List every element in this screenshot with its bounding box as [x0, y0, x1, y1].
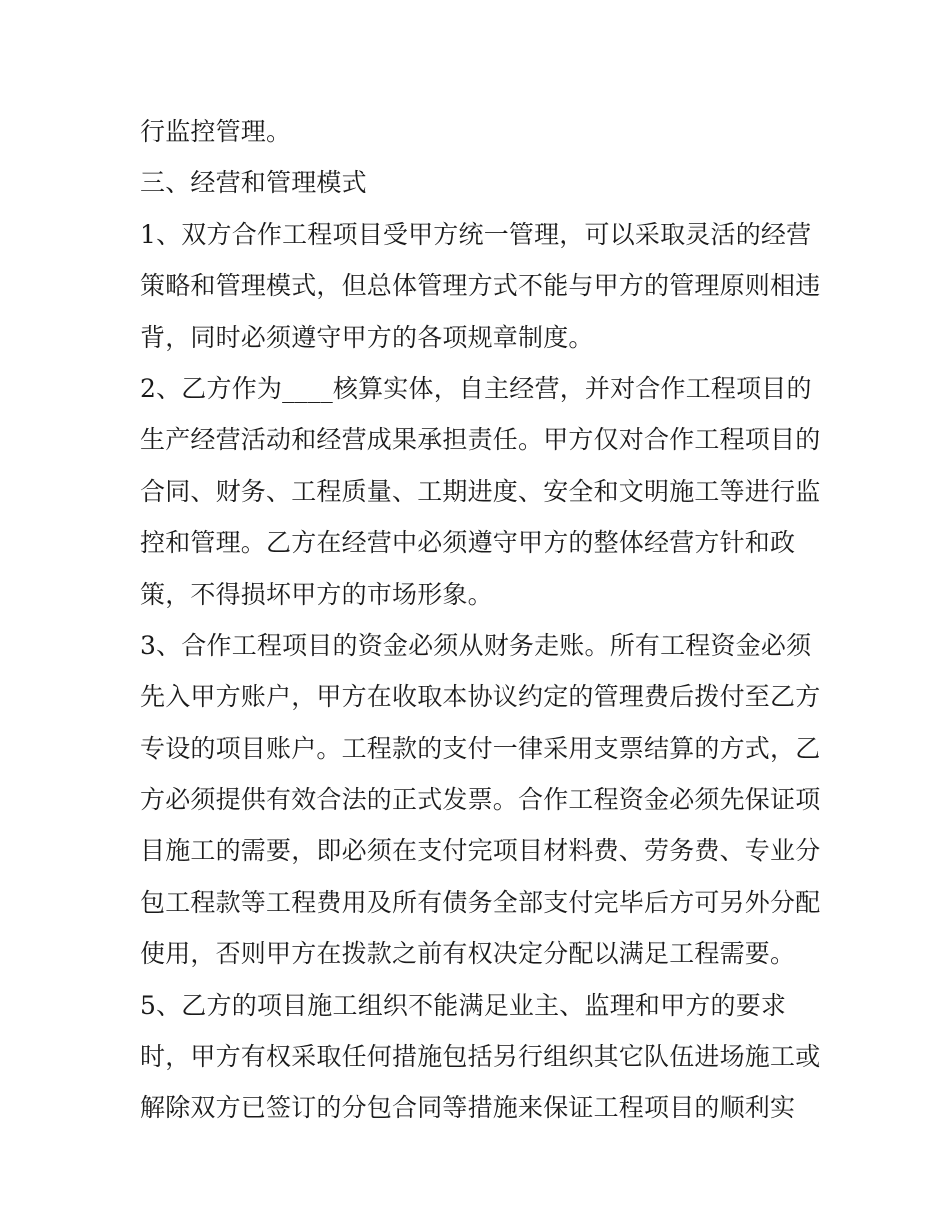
text-line: 策略和管理模式，但总体管理方式不能与甲方的管理原则相违 — [140, 271, 821, 301]
text-line: 目施工的需要，即必须在支付完项目材料费、劳务费、专业分 — [140, 836, 821, 866]
section-heading: 三、经营和管理模式 — [140, 168, 367, 198]
text-line: 5、乙方的项目施工组织不能满足业主、监理和甲方的要求 — [140, 990, 787, 1020]
text-line: 使用，否则甲方在拨款之前有权决定分配以满足工程需要。 — [140, 939, 796, 969]
text-line: 1、双方合作工程项目受甲方统一管理，可以采取灵活的经营 — [140, 219, 812, 249]
text-line: 行监控管理。 — [140, 117, 292, 146]
text-line: 背，同时必须遵守甲方的各项规章制度。 — [140, 322, 594, 352]
text-line: 生产经营活动和经营成果承担责任。甲方仅对合作工程项目的 — [140, 425, 821, 455]
text-line: 控和管理。乙方在经营中必须遵守甲方的整体经营方针和政 — [140, 528, 796, 558]
document-body — [140, 106, 820, 1134]
text-line: 解除双方已签订的分包合同等措施来保证工程项目的顺利实 — [140, 1093, 796, 1123]
text-line: 先入甲方账户，甲方在收取本协议约定的管理费后拨付至乙方 — [140, 682, 821, 712]
text-line: 2、乙方作为____核算实体，自主经营，并对合作工程项目的 — [140, 373, 812, 403]
text-line: 3、合作工程项目的资金必须从财务走账。所有工程资金必须 — [140, 630, 812, 660]
text-line: 包工程款等工程费用及所有债务全部支付完毕后方可另外分配 — [140, 887, 821, 917]
text-line: 时，甲方有权采取任何措施包括另行组织其它队伍进场施工或 — [140, 1042, 821, 1072]
text-line: 合同、财务、工程质量、工期进度、安全和文明施工等进行监 — [140, 476, 821, 506]
text-line: 专设的项目账户。工程款的支付一律采用支票结算的方式，乙 — [140, 733, 821, 763]
text-line: 策，不得损坏甲方的市场形象。 — [140, 579, 493, 609]
text-line: 方必须提供有效合法的正式发票。合作工程资金必须先保证项 — [140, 785, 821, 815]
